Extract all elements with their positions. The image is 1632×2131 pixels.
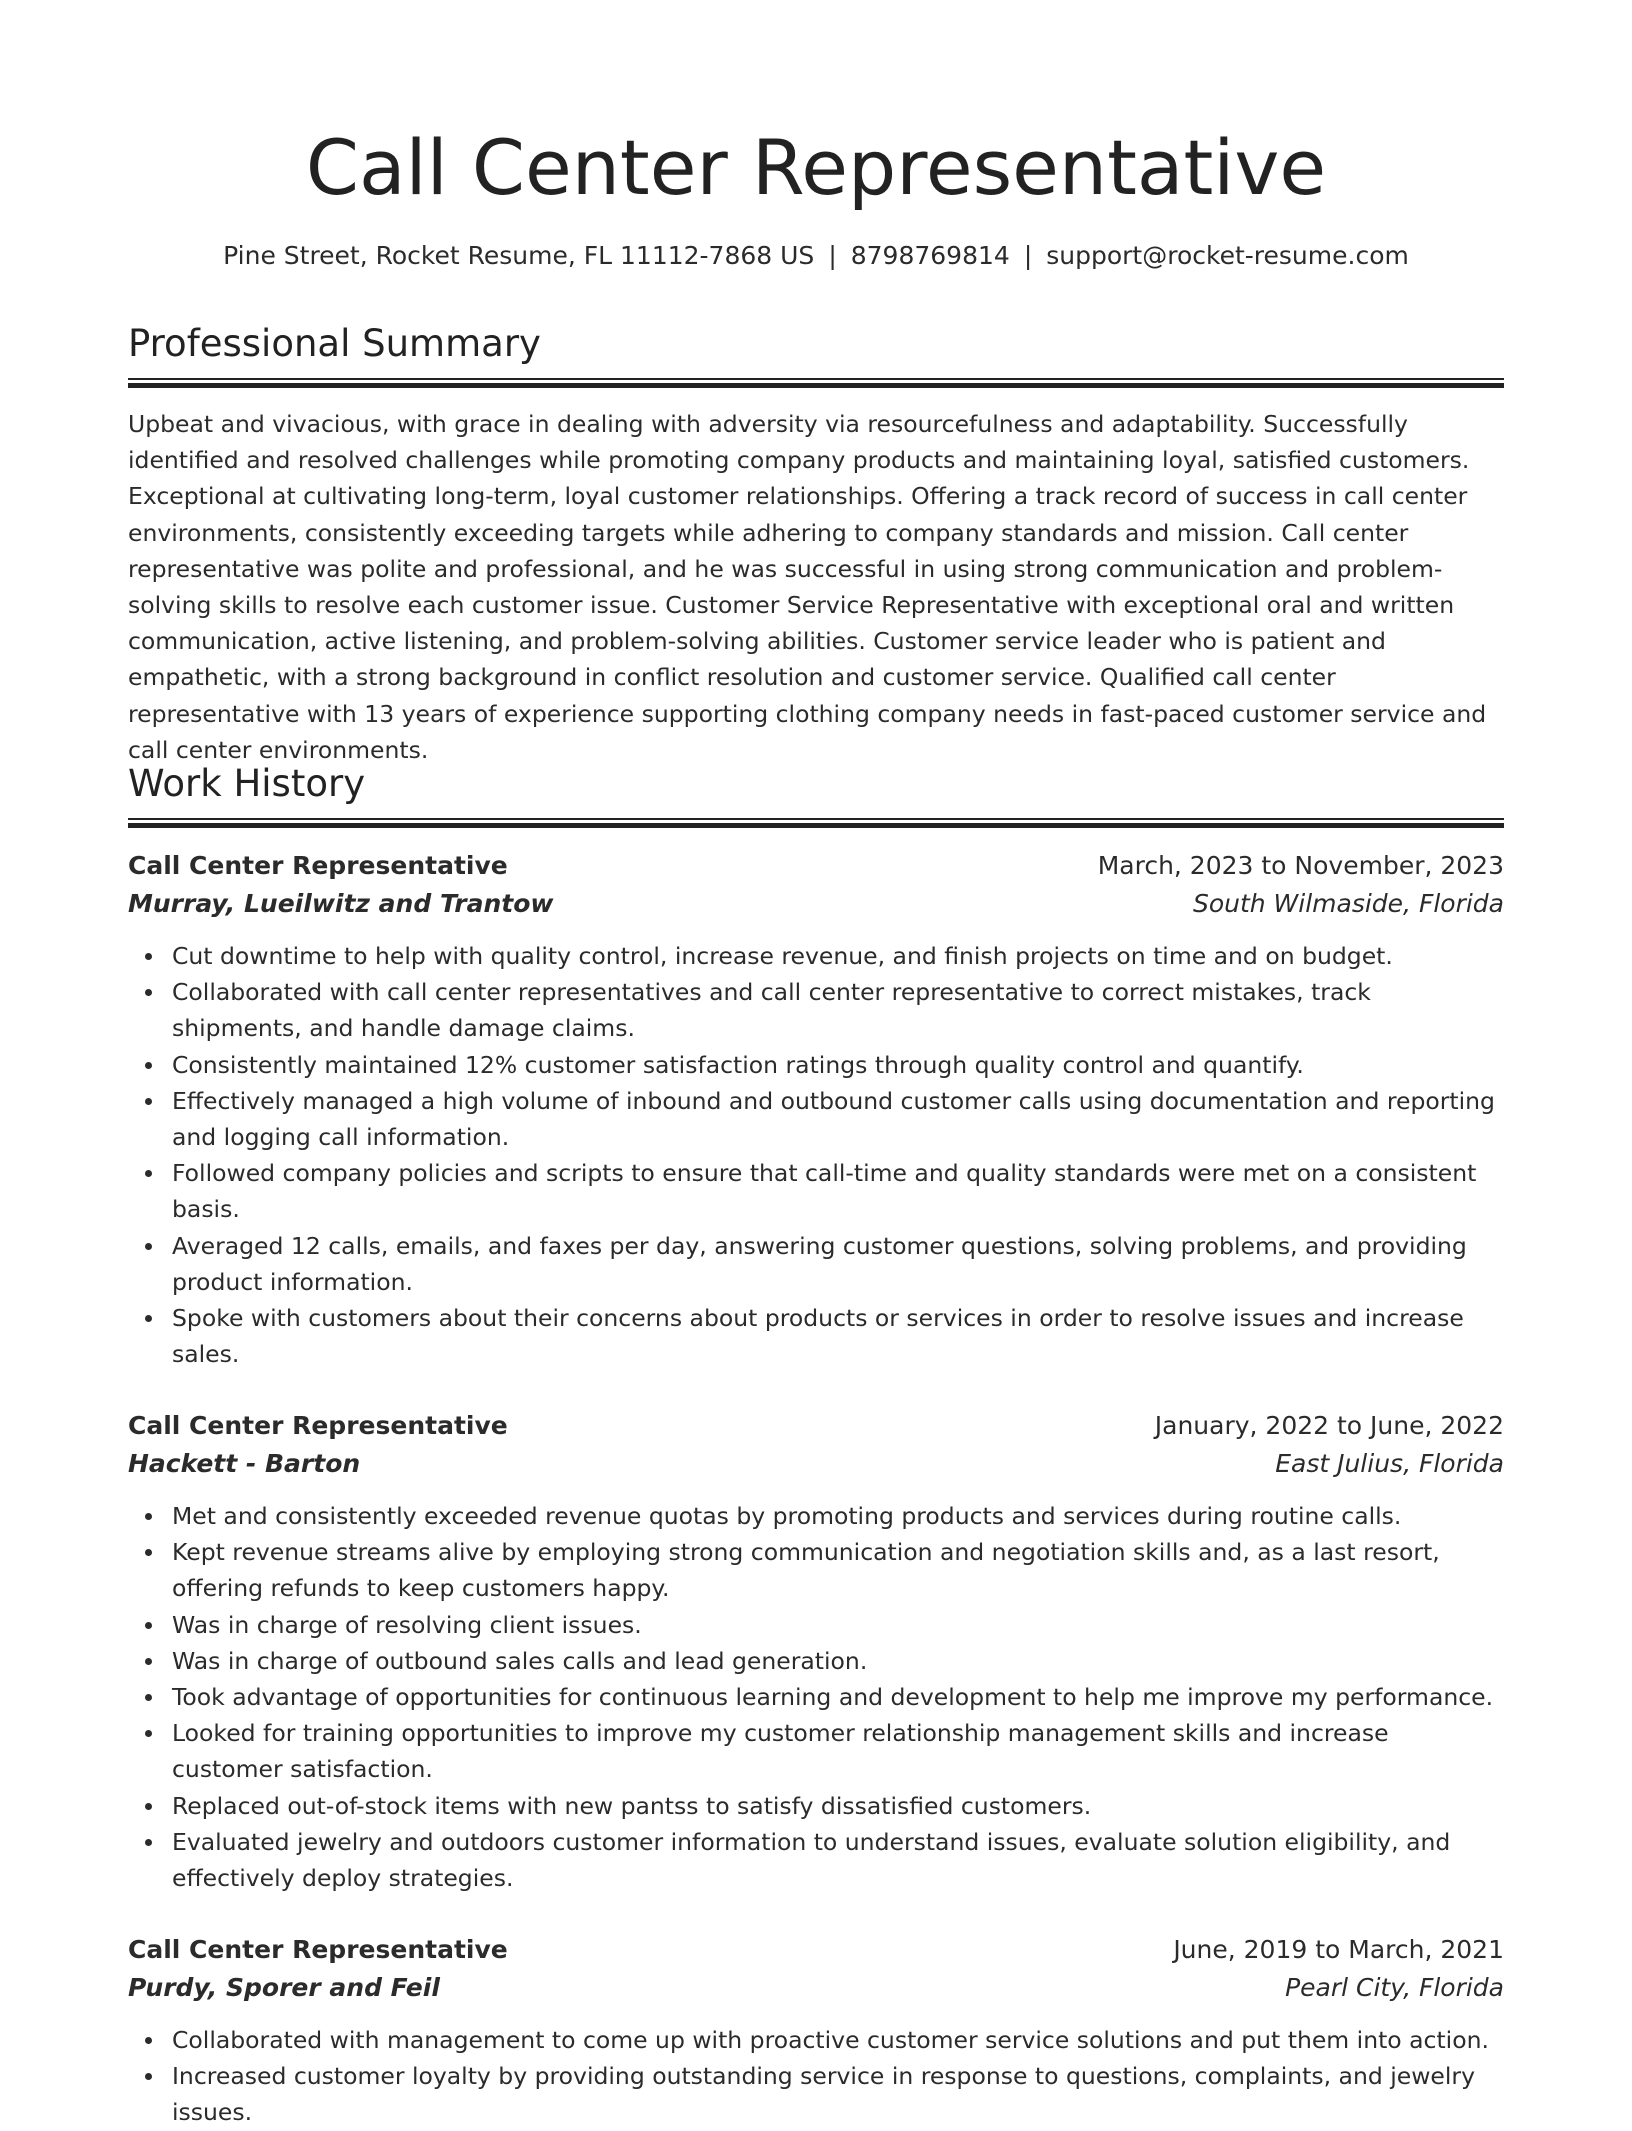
job-bullet: Evaluated jewelry and outdoors customer information to understand issues, evaluate solution eligibility, and effectively deploy strategies. xyxy=(172,1824,1504,1896)
job-company: Hackett - Barton xyxy=(128,1449,361,1478)
job-bullet: Consistently maintained 12% customer satisfaction ratings through quality control and quantify. xyxy=(172,1047,1504,1083)
job-title: Call Center Representative xyxy=(128,1411,508,1440)
rule-thick-line xyxy=(128,383,1504,388)
job-bullet: Averaged 12 calls, emails, and faxes per day, answering customer questions, solving problems, and providing product information. xyxy=(172,1228,1504,1300)
job-company-row xyxy=(128,1970,1504,2008)
contact-separator: | xyxy=(828,241,837,270)
rule-thick-line xyxy=(128,823,1504,828)
job-company-row xyxy=(128,1446,1504,1484)
job-bullet: Spoke with customers about their concerns about products or services in order to resolve issues and increase sales. xyxy=(172,1300,1504,1372)
contact-phone: 8798769814 xyxy=(850,241,1010,270)
job-bullet: Met and consistently exceeded revenue quotas by promoting products and services during routine calls. xyxy=(172,1498,1504,1534)
job-dates: March, 2023 to November, 2023 xyxy=(1097,851,1504,880)
contact-separator: | xyxy=(1023,241,1033,270)
contact-line xyxy=(128,238,1504,274)
job-bullet: Collaborated with management to come up with proactive customer service solutions and put them into action. xyxy=(172,2022,1504,2058)
contact-address: Pine Street, Rocket Resume, FL 11112-7868 US xyxy=(223,241,815,270)
summary-text: Upbeat and vivacious, with grace in dealing with adversity via resourcefulness and adaptability. Successfully identified and resolved challenges while promoting company products and maintaining loyal, satisfied customers. Exceptional at cultivating long-term, loyal customer relationships. Offering a track record of success in call center environments, consistently exceeding targets while adhering to company standards and mission. Call center representative was polite and professional, and he was successful in using strong communication and problem-solving skills to resolve each customer issue. Customer Service Representative with exceptional oral and written communication, active listening, and problem-solving abilities. Customer service leader who is patient and empathetic, with a strong background in conflict resolution and customer service. Qualified call center representative with 13 years of experience supporting clothing company needs in fast-paced customer service and call center environments. xyxy=(128,410,1487,764)
job-bullet: Collaborated with call center representatives and call center representative to correct mistakes, track shipments, and handle damage claims. xyxy=(172,974,1504,1046)
job-title: Call Center Representative xyxy=(128,851,508,880)
job-bullet: Was in charge of resolving client issues. xyxy=(172,1607,1504,1643)
job-bullet: Looked for training opportunities to improve my customer relationship management skills and increase customer satisfaction. xyxy=(172,1715,1504,1787)
job-entry xyxy=(128,1408,1504,1896)
job-header-row xyxy=(128,1408,1504,1446)
rule-thin-line xyxy=(128,818,1504,820)
job-dates: June, 2019 to March, 2021 xyxy=(1173,1935,1504,1964)
work-history-section-rule xyxy=(128,818,1504,828)
job-bullet-list xyxy=(128,1498,1504,1896)
job-location: Pearl City, Florida xyxy=(1285,1973,1504,2002)
job-bullet: Kept revenue streams alive by employing strong communication and negotiation skills and, as a last resort, offering refunds to keep customers happy. xyxy=(172,1534,1504,1606)
job-company: Murray, Lueilwitz and Trantow xyxy=(128,889,554,918)
rule-thin-line xyxy=(128,378,1504,380)
job-location: South Wilmaside, Florida xyxy=(1192,889,1504,918)
job-entry xyxy=(128,1932,1504,2131)
job-location: East Julius, Florida xyxy=(1275,1449,1504,1478)
job-bullet: Followed company policies and scripts to ensure that call-time and quality standards were met on a consistent basis. xyxy=(172,1155,1504,1227)
job-title: Call Center Representative xyxy=(128,1935,508,1964)
job-bullet: Increased customer loyalty by providing outstanding service in response to questions, complaints, and jewelry issues. xyxy=(172,2058,1504,2130)
job-dates: January, 2022 to June, 2022 xyxy=(1154,1411,1504,1440)
job-header-row xyxy=(128,848,1504,886)
job-bullet-list xyxy=(128,2022,1504,2131)
summary-section-rule xyxy=(128,378,1504,388)
resume-name-heading: Call Center Representative xyxy=(305,123,1327,212)
work-history-section-title: Work History xyxy=(128,762,366,805)
job-bullet: Replaced out-of-stock items with new pantss to satisfy dissatisfied customers. xyxy=(172,1788,1504,1824)
job-entry xyxy=(128,848,1504,1372)
summary-section-title: Professional Summary xyxy=(128,322,541,365)
job-bullet: Was in charge of outbound sales calls and lead generation. xyxy=(172,1643,1504,1679)
job-bullet-list xyxy=(128,938,1504,1372)
job-bullet: Effectively managed a high volume of inbound and outbound customer calls using documentation and reporting and logging call information. xyxy=(172,1083,1504,1155)
job-bullet: Took advantage of opportunities for continuous learning and development to help me improve my performance. xyxy=(172,1679,1504,1715)
job-bullet: Cut downtime to help with quality control, increase revenue, and finish projects on time and on budget. xyxy=(172,938,1504,974)
job-company-row xyxy=(128,886,1504,924)
job-company: Purdy, Sporer and Feil xyxy=(128,1973,440,2002)
job-header-row xyxy=(128,1932,1504,1970)
contact-email: support@rocket-resume.com xyxy=(1046,241,1409,270)
